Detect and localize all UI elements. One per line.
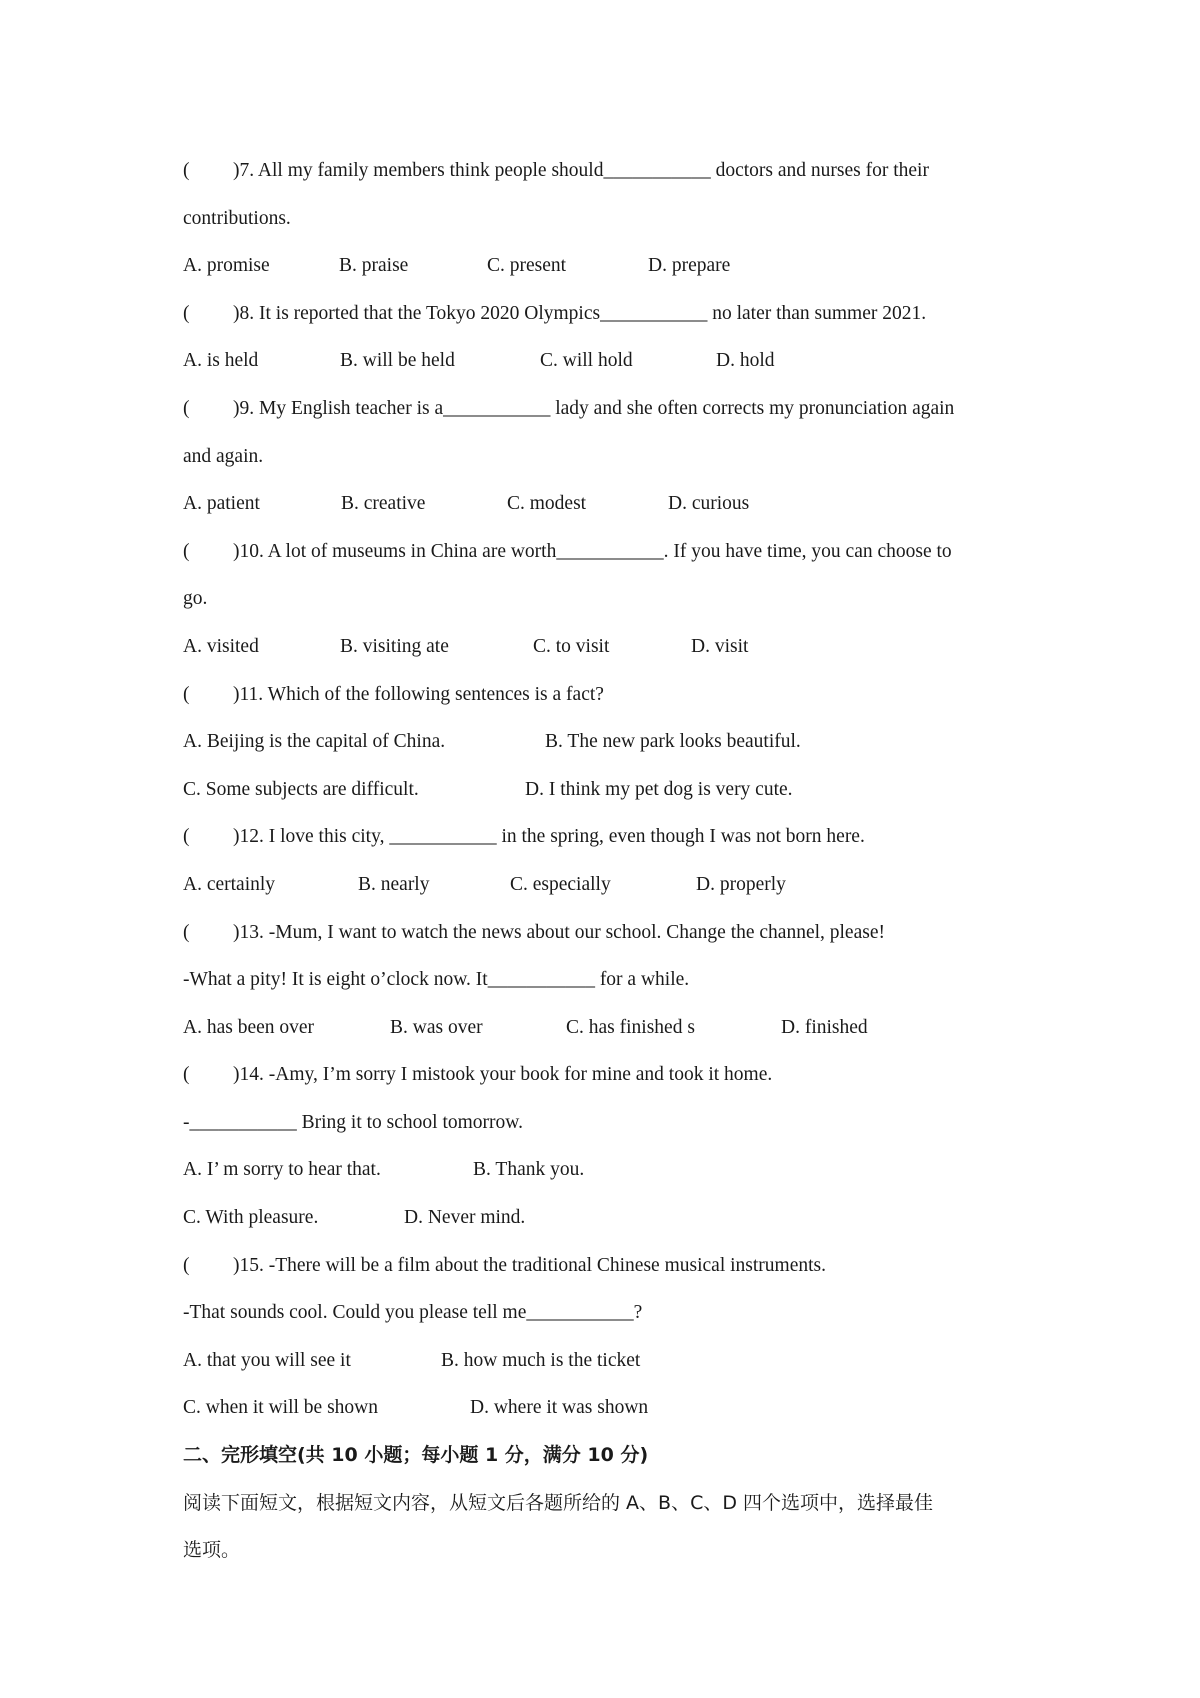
- option-a: A. promise: [183, 255, 270, 277]
- option-b: B. was over: [390, 1016, 483, 1038]
- answer-paren: (: [183, 397, 190, 419]
- question-12-options: [183, 861, 1043, 909]
- question-text: )8. It is reported that the Tokyo 2020 Olympics___________ no later than summer 2021.: [233, 302, 927, 324]
- question-12-stem: [183, 813, 1043, 861]
- question-15-options-row-1: [183, 1337, 1043, 1385]
- option-a: A. Beijing is the capital of China.: [183, 731, 446, 753]
- exam-page: [183, 147, 1043, 1575]
- option-a: A. patient: [183, 493, 260, 515]
- option-d: D. prepare: [648, 255, 731, 277]
- answer-paren: (: [183, 1064, 190, 1086]
- question-8-options: [183, 337, 1043, 385]
- option-c: C. when it will be shown: [183, 1397, 378, 1419]
- question-14-options-row-1: [183, 1146, 1043, 1194]
- option-b: B. praise: [339, 255, 409, 277]
- question-7-stem-continued: contributions.: [183, 207, 291, 229]
- answer-paren: (: [183, 1254, 190, 1276]
- option-c: C. Some subjects are difficult.: [183, 778, 419, 800]
- answer-paren: (: [183, 683, 190, 705]
- option-a: A. that you will see it: [183, 1349, 351, 1371]
- question-text: )13. -Mum, I want to watch the news about our school. Change the channel, please!: [233, 921, 885, 943]
- answer-paren: (: [183, 160, 190, 181]
- question-13-stem-continued: -What a pity! It is eight o’clock now. It___________ for a while.: [183, 969, 690, 991]
- option-b: B. how much is the ticket: [441, 1349, 641, 1371]
- question-13-stem: [183, 909, 1043, 957]
- answer-paren: (: [183, 921, 190, 943]
- question-15-options-row-2: [183, 1384, 1043, 1432]
- question-text: )15. -There will be a film about the traditional Chinese musical instruments.: [233, 1254, 826, 1276]
- question-15-stem-continued: -That sounds cool. Could you please tell me___________?: [183, 1302, 643, 1324]
- option-d: D. Never mind.: [404, 1207, 526, 1229]
- answer-paren: (: [183, 302, 190, 324]
- option-a: A. I’ m sorry to hear that.: [183, 1159, 381, 1181]
- option-d: D. visit: [691, 635, 749, 657]
- question-text: )10. A lot of museums in China are worth___________. If you have time, you can choose to: [233, 540, 952, 562]
- section-2-instruction: 阅读下面短文，根据短文内容，从短文后各题所给的 A、B、C、D 四个选项中，选择最佳: [183, 1491, 934, 1514]
- question-14-stem-continued: -___________ Bring it to school tomorrow.: [183, 1111, 523, 1133]
- question-10-stem-continued: go.: [183, 588, 208, 610]
- question-11-options-row-1: [183, 718, 1043, 766]
- option-d: D. hold: [716, 350, 775, 372]
- option-a: A. is held: [183, 350, 259, 372]
- question-14-options-row-2: [183, 1194, 1043, 1242]
- question-7-stem: [183, 147, 1043, 195]
- question-15-stem: [183, 1242, 1043, 1290]
- option-b: B. nearly: [358, 873, 430, 895]
- question-11-stem: [183, 671, 1043, 719]
- option-b: B. visiting ate: [340, 635, 449, 657]
- question-text: )12. I love this city, ___________ in the spring, even though I was not born here.: [233, 826, 865, 848]
- option-c: C. especially: [510, 873, 611, 895]
- option-c: C. present: [487, 255, 567, 277]
- option-d: D. I think my pet dog is very cute.: [525, 778, 793, 800]
- option-b: B. Thank you.: [473, 1159, 585, 1181]
- question-11-options-row-2: [183, 766, 1043, 814]
- question-7-options: [183, 242, 1043, 290]
- option-c: C. to visit: [533, 635, 610, 657]
- question-9-stem-continued: and again.: [183, 445, 264, 467]
- question-10-options: [183, 623, 1043, 671]
- section-2-instruction-continued: 选项。: [183, 1539, 241, 1562]
- answer-paren: (: [183, 540, 190, 562]
- option-d: D. properly: [696, 873, 786, 895]
- question-8-stem: [183, 290, 1043, 338]
- option-b: B. The new park looks beautiful.: [545, 731, 801, 753]
- question-9-options: [183, 480, 1043, 528]
- question-text: )9. My English teacher is a___________ lady and she often corrects my pronunciation again: [233, 397, 955, 419]
- question-text: )7. All my family members think people should___________ doctors and nurses for their: [233, 160, 929, 181]
- option-a: A. has been over: [183, 1016, 315, 1038]
- option-b: B. will be held: [340, 350, 455, 372]
- option-d: D. where it was shown: [470, 1397, 649, 1419]
- question-text: )14. -Amy, I’m sorry I mistook your book for mine and took it home.: [233, 1064, 773, 1086]
- option-d: D. finished: [781, 1016, 868, 1038]
- question-10-stem: [183, 528, 1043, 576]
- option-b: B. creative: [341, 493, 426, 515]
- option-c: C. With pleasure.: [183, 1207, 319, 1229]
- question-14-stem: [183, 1051, 1043, 1099]
- section-2-heading: 二、完形填空(共 10 小题；每小题 1 分，满分 10 分): [183, 1444, 649, 1467]
- option-a: A. certainly: [183, 873, 276, 895]
- question-9-stem: [183, 385, 1043, 433]
- option-d: D. curious: [668, 493, 750, 515]
- answer-paren: (: [183, 826, 190, 848]
- option-c: C. has finished s: [566, 1016, 695, 1038]
- option-c: C. will hold: [540, 350, 633, 372]
- question-13-options: [183, 1004, 1043, 1052]
- question-text: )11. Which of the following sentences is a fact?: [233, 683, 604, 705]
- option-c: C. modest: [507, 493, 587, 515]
- option-a: A. visited: [183, 635, 259, 657]
